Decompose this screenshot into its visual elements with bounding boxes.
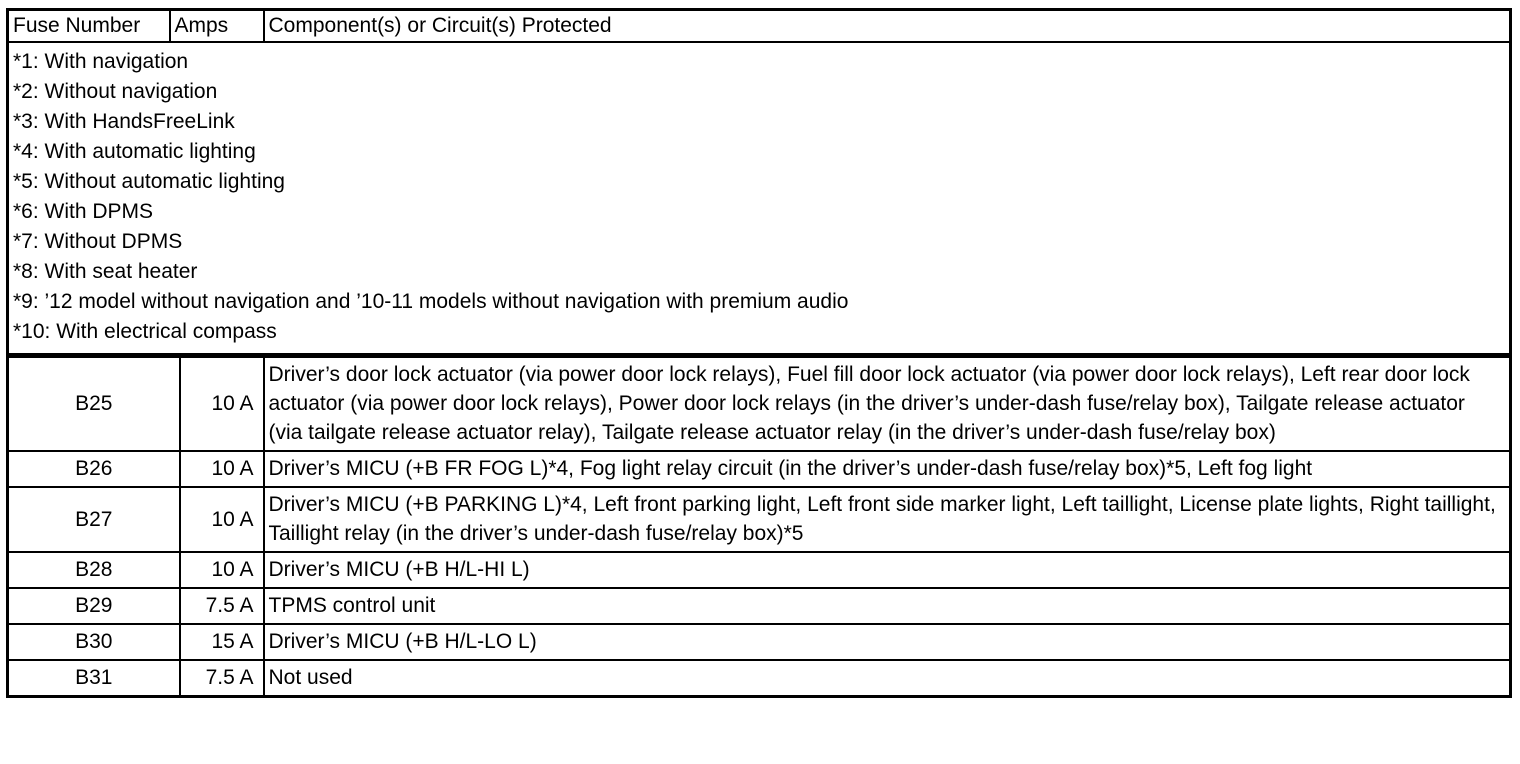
note-line: *9: ’12 model without navigation and ’10-11 models without navigation with premium audio — [13, 290, 849, 313]
fuse-number-cell: B25 — [8, 357, 180, 452]
note-line: *3: With HandsFreeLink — [13, 110, 235, 133]
table-row-b25 — [8, 357, 1511, 452]
fuse-number-cell: B26 — [8, 451, 180, 487]
note-line: *4: With automatic lighting — [13, 140, 256, 163]
fuse-number-cell: B29 — [8, 588, 180, 624]
fuse-number-cell: B28 — [8, 552, 180, 588]
amps-cell: 10 A — [180, 552, 264, 588]
header-col-fuse-number: Fuse Number — [8, 10, 170, 43]
header-col-amps: Amps — [170, 10, 264, 43]
fuse-number-cell: B30 — [8, 624, 180, 660]
fuse-number-cell: B31 — [8, 660, 180, 697]
header-row — [8, 10, 1511, 43]
fuse-table-body-section — [6, 355, 1512, 698]
fuse-table-header-section — [6, 8, 1512, 356]
note-line: *1: With navigation — [13, 50, 189, 73]
table-row-b27 — [8, 487, 1511, 552]
amps-cell: 7.5 A — [180, 660, 264, 697]
amps-cell: 15 A — [180, 624, 264, 660]
component-cell: Driver’s MICU (+B PARKING L)*4, Left front parking light, Left front side marker light, Left taillight, License plate lights, Right taillight, Taillight relay (in the driver’s under-dash fuse/relay box)*5 — [264, 487, 1511, 552]
note-line: *10: With electrical compass — [13, 320, 277, 343]
amps-cell: 10 A — [180, 451, 264, 487]
table-row-b26 — [8, 451, 1511, 487]
component-cell: Not used — [264, 660, 1511, 697]
note-line: *7: Without DPMS — [13, 230, 183, 253]
table-row-b29 — [8, 588, 1511, 624]
table-row-b30 — [8, 624, 1511, 660]
amps-cell: 10 A — [180, 487, 264, 552]
header-col-component: Component(s) or Circuit(s) Protected — [264, 10, 1511, 43]
note-line: *8: With seat heater — [13, 260, 198, 283]
table-row-b28 — [8, 552, 1511, 588]
component-cell: Driver’s MICU (+B FR FOG L)*4, Fog light relay circuit (in the driver’s under-dash fuse/relay box)*5, Left fog light — [264, 451, 1511, 487]
component-cell: Driver’s MICU (+B H/L-HI L) — [264, 552, 1511, 588]
notes-row — [8, 42, 1511, 355]
notes-cell — [8, 42, 1511, 355]
component-cell: TPMS control unit — [264, 588, 1511, 624]
note-line: *2: Without navigation — [13, 80, 218, 103]
table-row-b31 — [8, 660, 1511, 697]
component-cell: Driver’s MICU (+B H/L-LO L) — [264, 624, 1511, 660]
amps-cell: 10 A — [180, 357, 264, 452]
note-line: *6: With DPMS — [13, 200, 154, 223]
note-line: *5: Without automatic lighting — [13, 170, 285, 193]
component-cell: Driver’s door lock actuator (via power door lock relays), Fuel fill door lock actuator (via power door lock relays), Left rear door lock actuator (via power door lock relays), Power door lock relays (in the driver’s under-dash fuse/relay box), Tailgate release actuator (via tailgate release actuator relay), Tailgate release actuator relay (in the driver’s under-dash fuse/relay box) — [264, 357, 1511, 452]
amps-cell: 7.5 A — [180, 588, 264, 624]
fuse-number-cell: B27 — [8, 487, 180, 552]
